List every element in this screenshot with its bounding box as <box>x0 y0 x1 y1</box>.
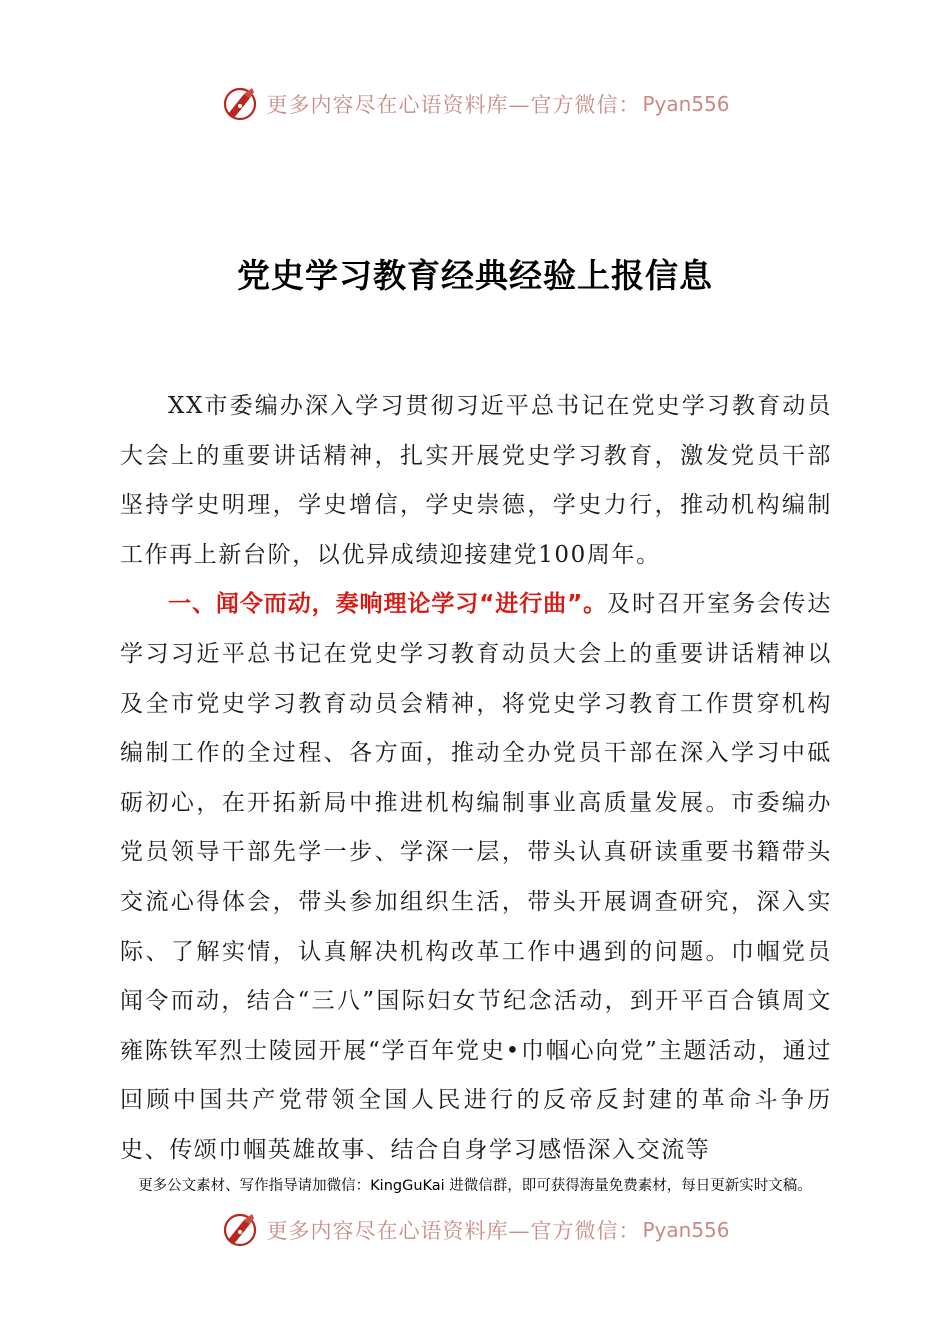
pen-nib-logo-icon <box>220 1210 260 1250</box>
footer-watermark <box>0 1208 950 1252</box>
watermark-text: 更多内容尽在心语资料库—官方微信： <box>266 1219 641 1243</box>
section-body: 及时召开室务会传达学习习近平总书记在党史学习教育动员大会上的重要讲话精神以及全市党史学习教育动员会精神，将党史学习教育工作贯穿机构编制工作的全过程、各方面，推动全办党员干部在深入学习中砥砺初心，在开拓新局中推进机构编制事业高质量发展。市委编办党员领导干部先学一步、学深一层，带头认真研读重要书籍带头交流心得体会，带头参加组织生活，带头开展调查研究，深入实际、了解实情，认真解决机构改革工作中遇到的问题。巾帼党员闻令而动，结合“三八”国际妇女节纪念活动，到开平百合镇周文雍陈铁军烈士陵园开展“学百年党史•巾帼心向党”主题活动，通过回顾中国共产党带领全国人民进行的反帝反封建的革命斗争历史、传颂巾帼英雄故事、结合自身学习感悟深入交流等 <box>120 591 832 1163</box>
footer-note: 更多公文素材、写作指导请加微信：KingGuKai 进微信群，即可获得海量免费素材，每日更新实时文稿。 <box>138 1178 812 1194</box>
document-title: 党史学习教育经典经验上报信息 <box>237 256 713 295</box>
pen-nib-logo-icon <box>220 84 260 124</box>
watermark-wechat-id: Pyan556 <box>642 92 730 116</box>
document-body <box>120 382 832 1176</box>
header-watermark <box>0 82 950 126</box>
watermark-wechat-id: Pyan556 <box>642 1218 730 1242</box>
section-heading: 一、闻令而动，奏响理论学习“进行曲”。 <box>168 591 608 618</box>
watermark-text: 更多内容尽在心语资料库—官方微信： <box>266 93 641 117</box>
paragraph-intro: XX市委编办深入学习贯彻习近平总书记在党史学习教育动员大会上的重要讲话精神，扎实开展党史学习教育，激发党员干部坚持学史明理，学史增信，学史崇德，学史力行，推动机构编制工作再上新台阶，以优异成绩迎接建党100周年。 <box>120 393 832 568</box>
paragraph-section-one <box>120 580 832 1175</box>
